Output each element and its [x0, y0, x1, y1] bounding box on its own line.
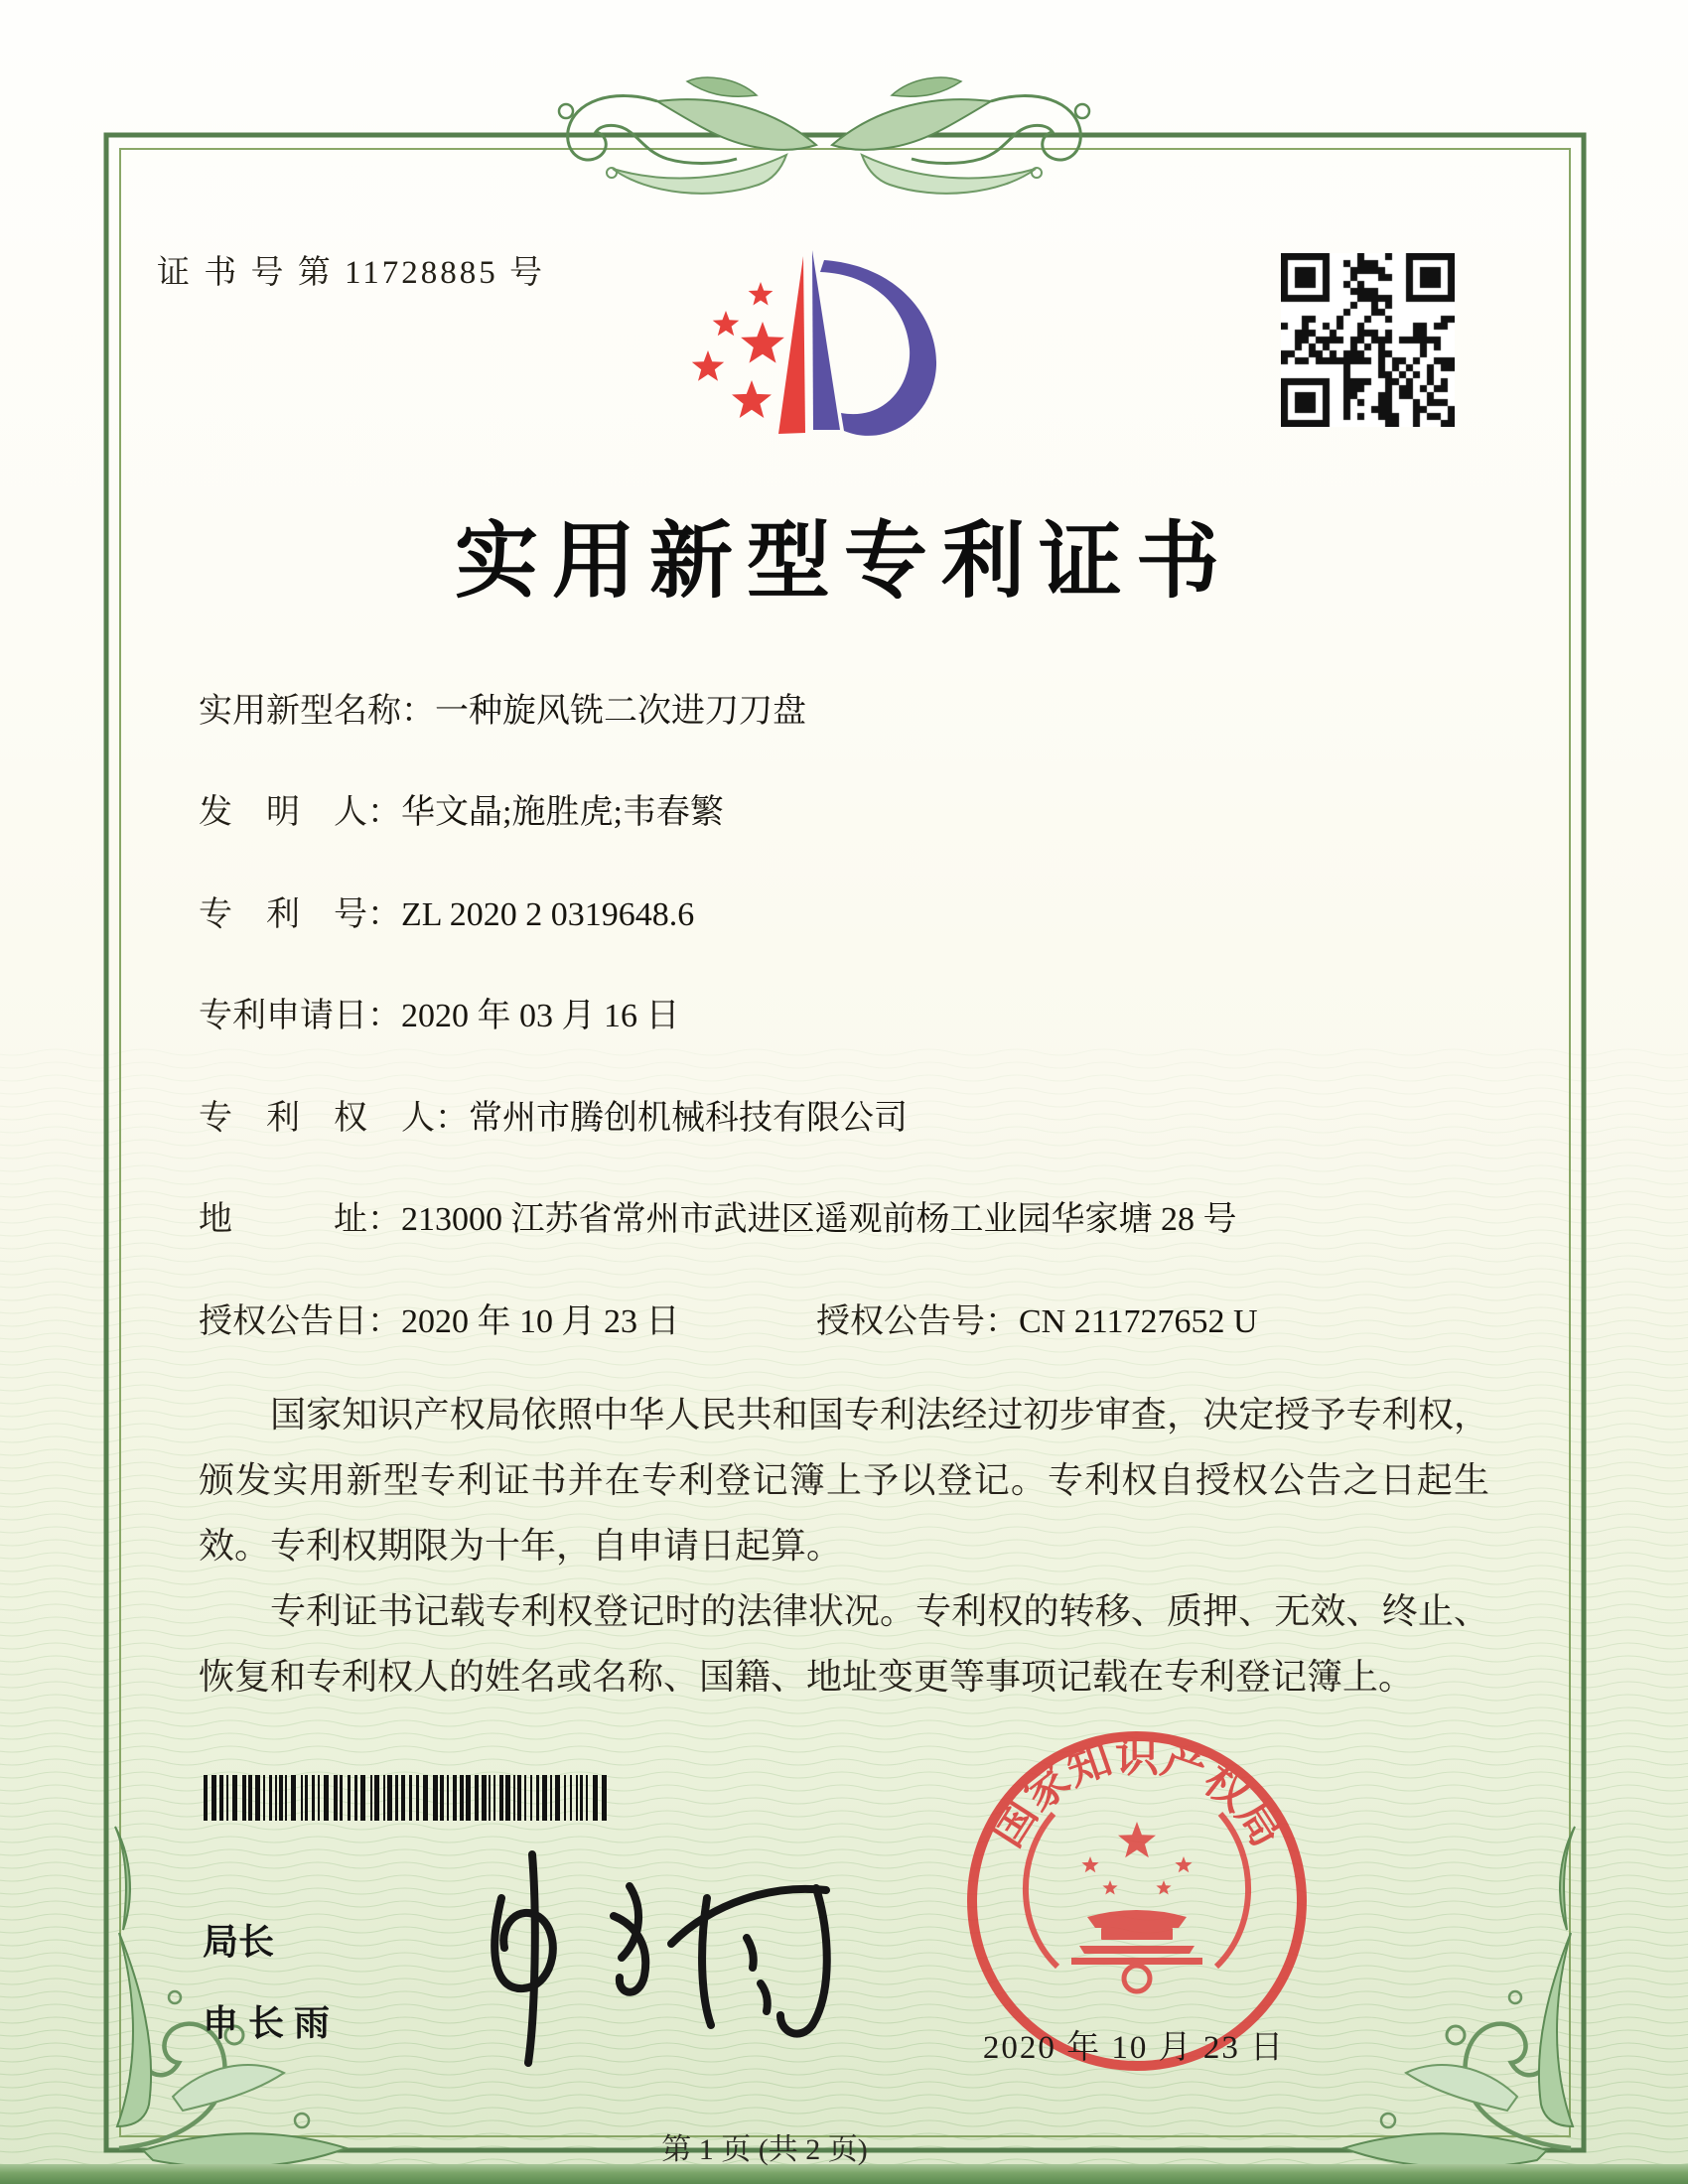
field-value: 常州市腾创机械科技有限公司: [469, 1100, 908, 1137]
legal-paragraph-1: 国家知识产权局依照中华人民共和国专利法经过初步审查，决定授予专利权，颁发实用新型专利证书并在专利登记簿上予以登记。专利权自授权公告之日起生效。专利权期限为十年，自申请日起算。: [199, 1395, 1489, 1566]
certificate-number: 证 书 号 第 11728885 号: [157, 255, 546, 291]
grant-date-label: 授权公告日：: [199, 1303, 401, 1340]
field-value: ZL 2020 2 0319648.6: [401, 896, 695, 933]
legal-text: [199, 1382, 1489, 1709]
field-value: 华文晶;施胜虎;韦春繁: [401, 794, 724, 831]
barcode: [204, 1775, 612, 1821]
field-label: 地 址：: [199, 1201, 401, 1238]
director-signature: [457, 1837, 874, 2085]
field-value: 2020 年 03 月 16 日: [401, 998, 680, 1034]
legal-paragraph-2: 专利证书记载专利权登记时的法律状况。专利权的转移、质押、无效、终止、恢复和专利权人的姓名或名称、国籍、地址变更等事项记载在专利登记簿上。: [199, 1591, 1489, 1697]
field-value: 213000 江苏省常州市武进区遥观前杨工业园华家塘 28 号: [401, 1201, 1237, 1238]
field-row-patentee: [199, 1090, 1509, 1139]
certificate-title: 实用新型专利证书: [454, 516, 1233, 609]
field-row-address: [199, 1191, 1509, 1240]
field-label: 专 利 号：: [199, 896, 401, 933]
grant-number-value: CN 211727652 U: [1019, 1303, 1258, 1340]
seal-text: 国家知识产权局: [982, 1732, 1292, 1855]
seal-date: 2020 年 10 月 23 日: [982, 2030, 1286, 2066]
cnipa-logo-icon: [645, 226, 953, 460]
field-row-grant: [199, 1294, 1509, 1342]
bottom-right-ornament: [1343, 1827, 1575, 2167]
qr-code: [1281, 253, 1455, 427]
field-row-filing-date: [199, 988, 1509, 1036]
field-row-patent-number: [199, 887, 1509, 935]
grant-number-label: 授权公告号：: [816, 1303, 1019, 1340]
field-label: 实用新型名称：: [199, 693, 435, 730]
national-emblem-icon: [1026, 1814, 1248, 1991]
field-value: 一种旋风铣二次进刀刀盘: [435, 693, 806, 730]
page-number: 第 1 页 (共 2 页): [661, 2133, 868, 2166]
director-name: 申长雨: [203, 2002, 341, 2043]
field-row-utility-model-name: [199, 683, 1509, 732]
field-label: 发 明 人：: [199, 794, 401, 831]
field-label: 专利申请日：: [199, 998, 401, 1034]
field-row-inventors: [199, 784, 1509, 833]
field-label: 专 利 权 人：: [199, 1100, 469, 1137]
director-title: 局长: [203, 1921, 275, 1962]
grant-date-value: 2020 年 10 月 23 日: [401, 1303, 680, 1340]
